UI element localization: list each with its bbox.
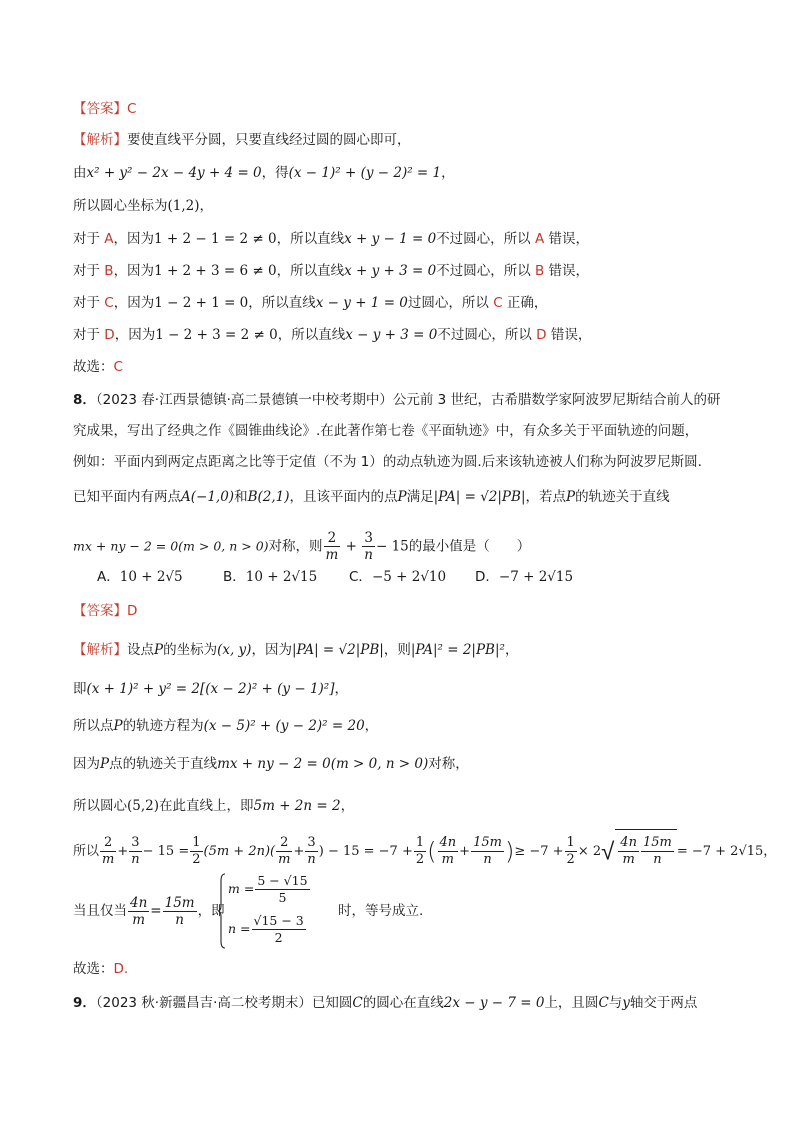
question-source: （2023 春·江西景德镇·高二景德镇一中校考期中） xyxy=(95,392,393,408)
q7-final-choice: 故选：C xyxy=(73,359,123,375)
analysis-tag: 【解析】 xyxy=(73,132,127,148)
q8-final-choice: 故选：D. xyxy=(73,961,129,977)
q7-analysis-intro: 【解析】要使直线平分圆，只要直线经过圆的圆心即可， xyxy=(73,132,411,148)
q8-answer-line xyxy=(73,601,137,621)
question-number: 8． xyxy=(73,392,96,408)
system-row-m: m = $\frac{5 - √15}{5}$ xyxy=(228,873,308,905)
q8-stem-line-1: 8．（2023 春·江西景德镇·高二景德镇一中校考期中）公元前 3 世纪，古希腊数学家阿波罗尼斯结合前人的研 xyxy=(73,392,721,408)
question-source: （2023 秋·新疆昌吉·高二校考期末） xyxy=(95,995,312,1011)
analysis-tag: 【解析】 xyxy=(73,642,127,658)
q8-analysis-line-3: 所以点P的轨迹方程为(x − 5)² + (y − 2)² = 20， xyxy=(73,718,379,734)
q8-analysis-line-4: 因为P点的轨迹关于直线mx + ny − 2 = 0(m > 0, n > 0)对称， xyxy=(73,756,469,772)
q8-stem-line-4: 已知平面内有两点A(−1,0)和B(2,1)，且该平面内的点P满足|PA| = √2|PB|，若点P的轨迹关于直线 xyxy=(73,489,670,505)
system-row-n: n = $\frac{√15 - 3}{2}$ xyxy=(228,913,304,945)
q8-analysis-line-6: 所以 $\frac{2}{m}$ + $\frac{3}{n}$ − 15 = $\frac{1}{2}$ (5m + 2n)( $\frac{2}{m}$ + $\frac{3}{n}$ ) − 15 = −7 + $\frac{1}{2}$ ( $\frac{4n}{m}$ + $\frac{15m}{n}$ )≥ −7 + $\frac{1}{2}$ × 2√ $\frac{4n}{m}$ $\frac{15m}{n}$ = −7 + 2√15， xyxy=(73,829,776,874)
answer-value: D xyxy=(127,603,138,619)
q8-analysis-line-2: 即(x + 1)² + y² = 2[(x − 2)² + (y − 1)²]， xyxy=(73,681,348,697)
q7-option-a-analysis: 对于 A，因为1 + 2 − 1 = 2 ≠ 0，所以直线x + y − 1 = 0不过圆心，所以 A 错误， xyxy=(73,231,590,247)
circle-equation: x² + y² − 2x − 4y + 4 = 0 xyxy=(86,165,262,181)
circle-center: (1,2) xyxy=(167,198,200,214)
equation-system xyxy=(218,873,338,949)
q7-center-line: 所以圆心坐标为(1,2)， xyxy=(73,198,214,214)
q8-stem-line-5: mx + ny − 2 = 0(m > 0, n > 0)对称，则 $\frac{2}{m}$ + $\frac{3}{n}$ − 15的最小值是（ ） xyxy=(73,530,531,563)
brace-icon xyxy=(218,873,226,949)
fraction: $\frac{3}{n}$ xyxy=(364,530,373,563)
option-c: C．−5 + 2√10 xyxy=(349,569,447,585)
answer-tag: 【答案】 xyxy=(73,101,127,117)
q7-answer-line xyxy=(73,99,136,119)
q8-options xyxy=(97,567,601,587)
question-number: 9． xyxy=(73,995,96,1011)
option-a: A．10 + 2√5 xyxy=(97,569,183,585)
q9-stem-line-1: 9．（2023 秋·新疆昌吉·高二校考期末）已知圆C的圆心在直线2x − y − 7 = 0上，且圆C与y轴交于两点 xyxy=(73,995,698,1011)
option-b: B．10 + 2√15 xyxy=(223,569,318,585)
q8-equality-condition: 时，等号成立. xyxy=(338,903,424,919)
q8-analysis-line-7: 当且仅当 $\frac{4n}{m}$ = $\frac{15m}{n}$ ，即 xyxy=(73,894,225,928)
q7-option-d-analysis: 对于 D，因为1 − 2 + 3 = 2 ≠ 0，所以直线x − y + 3 = 0不过圆心，所以 D 错误， xyxy=(73,327,592,343)
answer-tag: 【答案】 xyxy=(73,603,127,619)
q7-option-c-analysis: 对于 C，因为1 − 2 + 1 = 0，所以直线x − y + 1 = 0过圆心，所以 C 正确， xyxy=(73,295,548,311)
q8-stem-line-3: 例如：平面内到两定点距离之比等于定值（不为 1）的动点轨迹为圆.后来该轨迹被人们称为阿波罗尼斯圆. xyxy=(73,454,702,470)
option-d: D．−7 + 2√15 xyxy=(475,569,574,585)
q8-analysis-line-5: 所以圆心(5,2)在此直线上，即5m + 2n = 2， xyxy=(73,798,355,814)
q7-option-b-analysis: 对于 B，因为1 + 2 + 3 = 6 ≠ 0，所以直线x + y + 3 = 0不过圆心，所以 B 错误， xyxy=(73,263,590,279)
circle-standard-form: (x − 1)² + (y − 2)² = 1 xyxy=(288,165,442,181)
q8-analysis-line-1: 【解析】设点P的坐标为(x, y)，因为|PA| = √2|PB|，则|PA|² = 2|PB|²， xyxy=(73,642,519,658)
fraction: $\frac{2}{m}$ xyxy=(325,530,339,563)
q8-stem-line-2: 究成果，写出了经典之作《圆锥曲线论》.在此著作第七卷《平面轨迹》中，有众多关于平面轨迹的问题， xyxy=(73,423,699,439)
answer-value: C xyxy=(127,101,137,117)
q7-equation-line: 由x² + y² − 2x − 4y + 4 = 0，得(x − 1)² + (y − 2)² = 1， xyxy=(73,165,455,181)
